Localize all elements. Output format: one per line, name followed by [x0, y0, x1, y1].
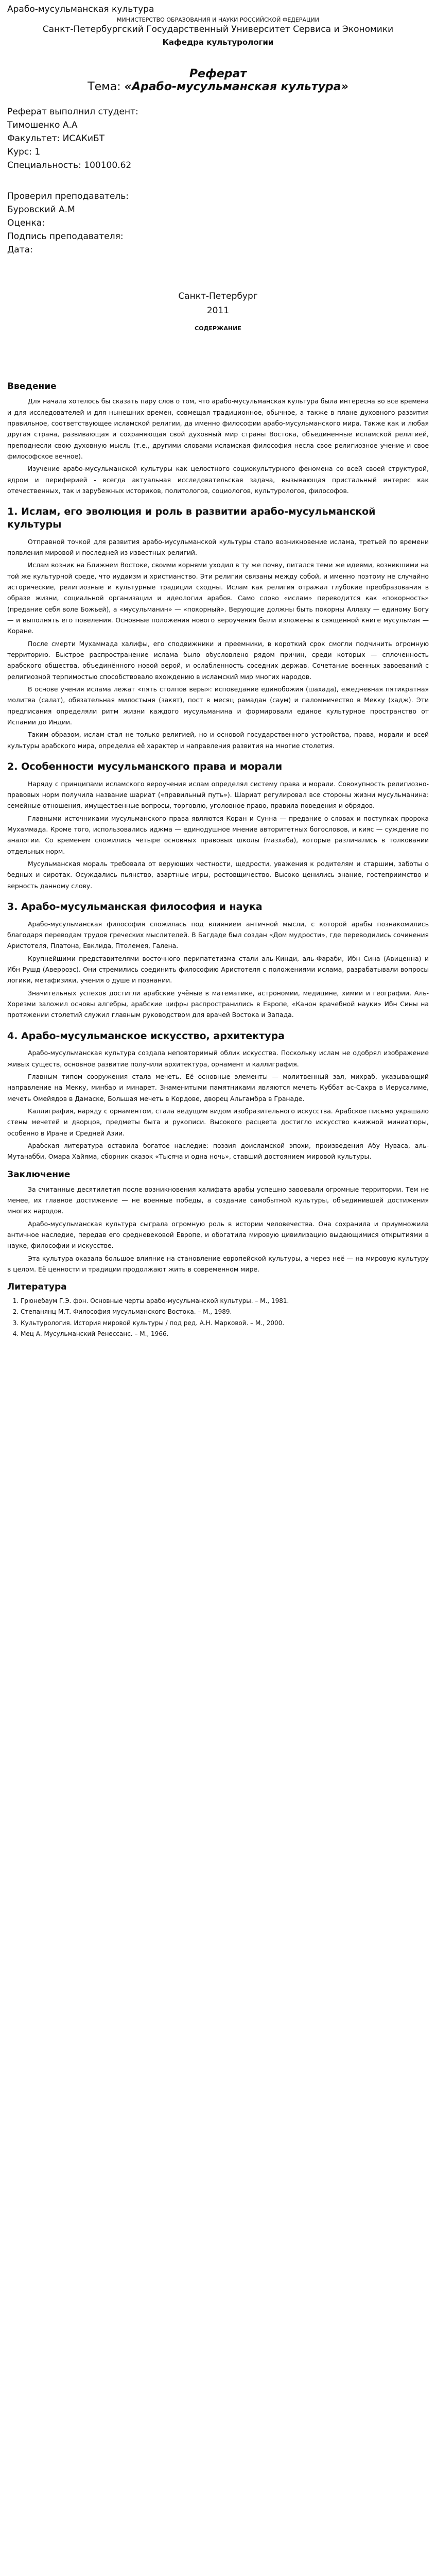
section-art-architecture	[7, 1030, 429, 1162]
year: 2011	[206, 306, 230, 316]
paragraph: Арабская литература оставила богатое наследие: поэзия доисламской эпохи, произведения Абу Нуваса, аль-Мутанабби, Омара Хайяма, сборник сказок «Тысяча и одна ночь», ставший достоянием мировой культуры.	[7, 1141, 429, 1161]
reference-list	[7, 1296, 429, 1339]
paragraph: Ислам возник на Ближнем Востоке, своими корнями уходил в ту же почву, питался теми же идеями, возникшими на той же культурной среде, что иудаизм и христианство. Эти религии связаны между собой, и именно поэтому не случайно исторические, религиозные и культурные традиции сходны. Ислам как религия отражал глубокие преобразования в образе жизни, социальной организации и идеологии арабов. Само слово «ислам» переводится как «покорность» (предание себя воле Божьей), а «мусульманин» — «покорный». Верующие должны быть покорны Аллаху — единому Богу — и выполнять его повеления. Основные положения нового вероучения были изложены в священной книге мусульман — Коране.	[7, 561, 429, 635]
student-name: Тимошенко А.А	[7, 120, 78, 131]
student-block	[7, 107, 429, 171]
introduction-section	[7, 381, 429, 496]
student-specialty: Специальность: 100100.62	[7, 160, 132, 171]
section-heading: 4. Арабо-мусульманское искусство, архитектура	[7, 1030, 285, 1042]
paragraph: За считанные десятилетия после возникновения халифата арабы успешно завоевали огромные территории. Тем не менее, их главное достижение — не военные победы, а создание самобытной культуры, объединившей достижения многих народов.	[7, 1185, 429, 1215]
reference-item: 2. Степанянц М.Т. Философия мусульманского Востока. – М., 1989.	[21, 1307, 429, 1317]
section-heading: Литература	[7, 1282, 67, 1293]
signature-field: Подпись преподавателя:	[7, 231, 124, 242]
student-heading: Реферат выполнил студент:	[7, 107, 138, 117]
section-heading: Заключение	[7, 1169, 71, 1180]
student-faculty: Факультет: ИСАКиБТ	[7, 133, 105, 144]
section-philosophy-science	[7, 901, 429, 1021]
date-field: Дата:	[7, 245, 33, 256]
essay-label: Реферат	[189, 67, 247, 81]
department-name: Кафедра культурологии	[162, 38, 274, 47]
section-islam	[7, 505, 429, 751]
reference-item: 3. Культурология. История мировой культуры / под ред. А.Н. Марковой. – М., 2000.	[21, 1318, 429, 1328]
essay-topic	[7, 80, 429, 93]
paragraph: Отправной точкой для развития арабо-мусульманской культуры стало возникновение ислама, третьей по времени появления мировой и последней из известных религий.	[7, 537, 429, 557]
paragraph: Изучение арабо-мусульманской культуры как целостного социокультурного феномена со всей своей структурой, ядром и периферией - всегда актуальная исследовательская задача, вызывающая пристальный интерес как отечественных, так и зарубежных историков, политологов, социологов, культурологов, философов.	[7, 465, 429, 495]
reference-item: 1. Грюнебаум Г.Э. фон. Основные черты арабо-мусульманской культуры. – М., 1981.	[21, 1296, 429, 1306]
paragraph: Каллиграфия, наряду с орнаментом, стала ведущим видом изобразительного искусства. Арабское письмо украшало стены мечетей и дворцов, предметы быта и рукописи. Высокого расцвета достигло искусство книжной миниатюры, особенно в Иране и Средней Азии.	[7, 1107, 429, 1137]
reviewer-heading: Проверил преподаватель:	[7, 191, 129, 202]
toc-title: СОДЕРЖАНИЕ	[195, 325, 241, 332]
reviewer-block	[7, 191, 429, 255]
paragraph: Арабо-мусульманская культура сыграла огромную роль в истории человечества. Она сохранила и приумножила античное наследие, передав его средневековой Европе, и обогатила мировую цивилизацию выдающимися открытиями в науке, философии и искусстве.	[7, 1219, 429, 1250]
section-heading: 1. Ислам, его эволюция и роль в развитии арабо-мусульманской культуры	[7, 506, 376, 531]
section-law-morality	[7, 760, 429, 891]
ministry-line: МИНИСТЕРСТВО ОБРАЗОВАНИЯ И НАУКИ РОССИЙСКОЙ ФЕДЕРАЦИИ	[117, 16, 319, 23]
paragraph: Значительных успехов достигли арабские учёные в математике, астрономии, медицине, химии и географии. Аль-Хорезми заложил основы алгебры, арабские цифры распространились в Европе, «Канон врачебной науки» Ибн Сины на протяжении столетий служил главным руководством для врачей Востока и Запада.	[7, 989, 429, 1019]
paragraph: Главным типом сооружения стала мечеть. Её основные элементы — молитвенный зал, михраб, указывающий направление на Мекку, минбар и минарет. Знаменитыми памятниками являются мечеть Куббат ас-Сахра в Иерусалиме, мечеть Омейядов в Дамаске, Большая мечеть в Кордове, дворец Альгамбра в Гранаде.	[7, 1072, 429, 1103]
reviewer-name: Буровский А.М	[7, 205, 75, 215]
paragraph: Для начала хотелось бы сказать пару слов о том, что арабо-мусульманская культура была интересна во все времена и для исследователей и для нынешних времен, совмещая традиционное, обычное, а также в плане духовного развития правильное, соответствующее исламской религии, да именно философии арабо-мусульманского мира. Также как и любая другая страна, развивающая и сохраняющая свой духовный мир страны Востока, объединенные исламской религией, преподнесли свою духовную мысль (т.е., другими словами исламская философия несла свое религиозное учение и свое философское вечное).	[7, 397, 429, 461]
section-heading: 3. Арабо-мусульманская философия и наука	[7, 901, 263, 912]
section-heading: Введение	[7, 381, 57, 392]
paragraph: Наряду с принципами исламского вероучения ислам определял систему права и морали. Совокупность религиозно-правовых норм получила название шариат («правильный путь»). Шариат регулировал все стороны жизни мусульманина: семейные отношения, имущественные вопросы, торговлю, уголовное право, правила поведения и обрядов.	[7, 779, 429, 810]
reference-item: 4. Мец А. Мусульманский Ренессанс. – М., 1966.	[21, 1329, 429, 1339]
conclusion-section	[7, 1170, 429, 1275]
references-section	[7, 1282, 429, 1339]
paragraph: Таким образом, ислам стал не только религией, но и основой государственного устройства, права, морали и всей культуры арабского мира, определив её характер и направления развития на многие столетия.	[7, 731, 429, 750]
student-course: Курс: 1	[7, 147, 41, 158]
city: Санкт-Петербург	[178, 291, 258, 302]
topic-prefix: Тема:	[88, 80, 125, 94]
paragraph: Мусульманская мораль требовала от верующих честности, щедрости, уважения к родителям и старшим, заботы о бедных и сиротах. Осуждались пьянство, азартные игры, ростовщичество. Высоко ценились знание, гостеприимство и верность данному слову.	[7, 859, 429, 890]
grade-field: Оценка:	[7, 218, 45, 229]
paragraph: Арабо-мусульманская культура создала неповторимый облик искусства. Поскольку ислам не одобрял изображение живых существ, основное развитие получили архитектура, орнамент и каллиграфия.	[7, 1049, 429, 1068]
topic-text: «Арабо-мусульманская культура»	[124, 80, 348, 94]
university-name: Санкт-Петербургский Государственный Университет Сервиса и Экономики	[42, 24, 394, 35]
section-heading: 2. Особенности мусульманского права и морали	[7, 760, 283, 772]
paragraph: После смерти Мухаммада халифы, его сподвижники и преемники, в короткий срок смогли подчинить огромную территорию. Быстрое распространение ислама было обусловлено рядом причин, среди которых — сплоченность арабского общества, объединённого новой верой, и ослабленность соседних держав. Сочетание военных завоеваний с религиозной терпимостью способствовало вхождению в исламский мир многих народов.	[7, 639, 429, 681]
paragraph: Крупнейшими представителями восточного перипатетизма стали аль-Кинди, аль-Фараби, Ибн Сина (Авиценна) и Ибн Рушд (Аверроэс). Они стремились соединить философию Аристотеля с положениями ислама, разрабатывали вопросы логики, метафизики, учения о душе и познании.	[7, 954, 429, 985]
paragraph: Эта культура оказала большое влияние на становление европейской культуры, а через неё — на мировую культуру в целом. Её ценности и традиции продолжают жить в современном мире.	[7, 1254, 429, 1273]
paragraph: Арабо-мусульманская философия сложилась под влиянием античной мысли, с которой арабы познакомились благодаря переводам трудов греческих мыслителей. В Багдаде был создан «Дом мудрости», где переводились сочинения Аристотеля, Платона, Евклида, Птолемея, Галена.	[7, 920, 429, 950]
document-title: Арабо-мусульманская культура	[7, 4, 154, 14]
paragraph: В основе учения ислама лежат «пять столпов веры»: исповедание единобожия (шахада), ежедневная пятикратная молитва (салат), обязательная милостыня (закят), пост в месяц рамадан (саум) и паломничество в Мекку (хадж). Эти предписания определяли ритм жизни каждого мусульманина и формировали единое культурное пространство от Испании до Индии.	[7, 685, 429, 726]
paragraph: Главными источниками мусульманского права являются Коран и Сунна — предание о словах и поступках пророка Мухаммада. Кроме того, использовались иджма — единодушное мнение авторитетных богословов, и кияс — суждение по аналогии. Со временем сложились четыре основных правовых школы (мазхаба), которые различались в толковании отдельных норм.	[7, 814, 429, 855]
